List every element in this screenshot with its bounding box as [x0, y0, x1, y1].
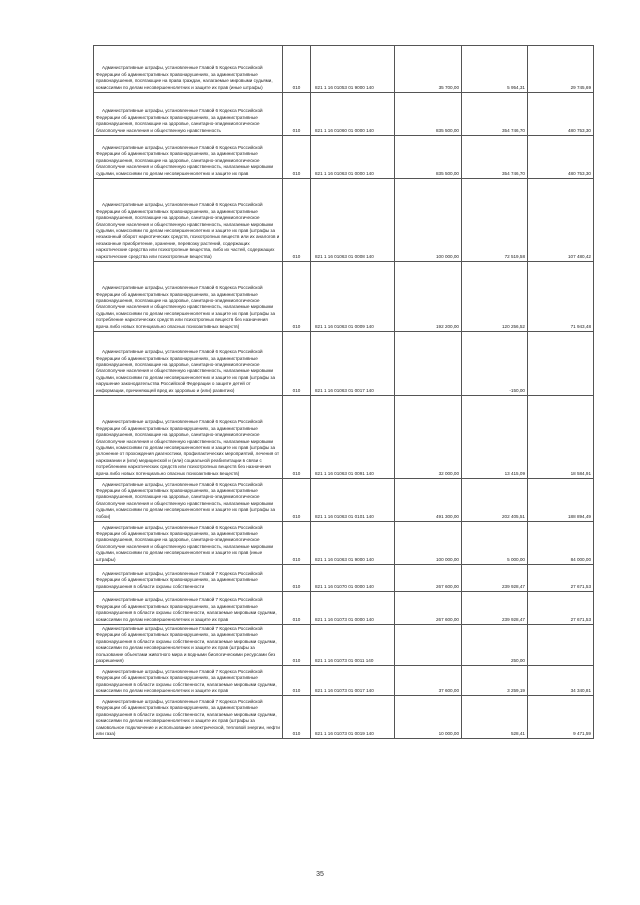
row-description: Административные штрафы, установленные Главой 7 Кодекса Российской Федерации об административных правонарушениях, за административные правонарушения в области охраны собственности, налагаемые мировыми судьями, комиссиями по делам несовершеннолетних и защите их прав — [94, 666, 283, 696]
row-executed-amount: 13 415,09 — [462, 396, 528, 479]
row-kbk: 821 1 16 01073 01 0019 140 — [311, 696, 395, 739]
row-description: Административные штрафы, установленные Главой 7 Кодекса Российской Федерации об административных правонарушениях, за административные правонарушения в области охраны собственности, налагаемые мировыми судьями, комиссиями по делам несовершеннолетних и защите их прав — [94, 592, 283, 625]
row-approved-amount: 491 300,00 — [395, 479, 462, 522]
row-remaining-amount: 27 671,53 — [528, 565, 594, 592]
row-executed-amount: 5 954,31 — [462, 46, 528, 93]
table-row — [94, 332, 594, 396]
row-code: 010 — [283, 136, 311, 179]
row-executed-amount: 354 746,70 — [462, 136, 528, 179]
row-remaining-amount: 188 894,49 — [528, 479, 594, 522]
row-code: 010 — [283, 625, 311, 666]
table-row — [94, 136, 594, 179]
row-kbk: 821 1 16 01073 01 0000 140 — [311, 592, 395, 625]
row-description: Административные штрафы, установленные Главой 6 Кодекса Российской Федерации об административных правонарушениях, за административные правонарушения, посягающие на здоровье, санитарно-эпидемиологическое благополучие населения и общественную нравственность, налагаемые мировыми судьями, комиссиями по делам несовершеннолетних и защите их прав (штрафы за незаконный оборот наркотических средств, психотропных веществ или их аналогов и незаконные приобретение, хранение, перевозку растений, содержащих наркотические средства или психотропные вещества, либо их частей, содержащих наркотические средства или психотропные вещества) — [94, 179, 283, 262]
row-description: Административные штрафы, установленные Главой 7 Кодекса Российской Федерации об административных правонарушениях, за административные правонарушения в области охраны собственности, налагаемые мировыми судьями, комиссиями по делам несовершеннолетних и защите их прав (штрафы за самовольное подключение и использование электрической, тепловой энергии, нефти или газа) — [94, 696, 283, 739]
row-approved-amount: 267 600,00 — [395, 592, 462, 625]
table-row — [94, 262, 594, 332]
table-row — [94, 666, 594, 696]
row-kbk: 821 1 16 01063 01 0009 140 — [311, 262, 395, 332]
row-description: Административные штрафы, установленные Главой 6 Кодекса Российской Федерации об административных правонарушениях, за административные правонарушения, посягающие на здоровье, санитарно-эпидемиологическое благополучие населения и общественную нравственность, налагаемые мировыми судьями, комиссиями по делам несовершеннолетних и защите их прав (штрафы за уклонение от прохождения диагностики, профилактических мероприятий, лечения от наркомании и (или) медицинской и (или) социальной реабилитации в связи с потреблением наркотических средств или психотропных веществ без назначения врача либо новых потенциально опасных психоактивных веществ) — [94, 396, 283, 479]
row-kbk: 821 1 16 01063 01 0101 140 — [311, 479, 395, 522]
row-kbk: 821 1 16 01063 01 0008 140 — [311, 179, 395, 262]
row-remaining-amount: 29 745,69 — [528, 46, 594, 93]
row-code: 010 — [283, 93, 311, 136]
row-executed-amount: 528,41 — [462, 696, 528, 739]
row-code: 010 — [283, 262, 311, 332]
row-kbk: 821 1 16 01070 01 0000 140 — [311, 565, 395, 592]
table-row — [94, 696, 594, 739]
row-kbk: 821 1 16 01063 01 0017 140 — [311, 332, 395, 396]
row-code: 010 — [283, 179, 311, 262]
budget-execution-table — [93, 45, 594, 739]
row-remaining-amount: 27 671,53 — [528, 592, 594, 625]
row-executed-amount: 202 405,51 — [462, 479, 528, 522]
row-kbk: 821 1 16 01063 01 0000 140 — [311, 136, 395, 179]
row-executed-amount: 3 259,19 — [462, 666, 528, 696]
row-description: Административные штрафы, установленные Главой 5 Кодекса Российской Федерации об административных правонарушениях, за административные правонарушения, посягающие на права граждан, налагаемые мировыми судьями, комиссиями по делам несовершеннолетних и защите их прав (иные штрафы) — [94, 46, 283, 93]
row-approved-amount: 35 700,00 — [395, 46, 462, 93]
row-code: 010 — [283, 696, 311, 739]
table-row — [94, 179, 594, 262]
row-executed-amount: 120 256,52 — [462, 262, 528, 332]
row-executed-amount: 239 928,47 — [462, 565, 528, 592]
row-executed-amount: 5 000,00 — [462, 522, 528, 565]
table-row — [94, 479, 594, 522]
row-kbk: 821 1 16 01073 01 0017 140 — [311, 666, 395, 696]
row-approved-amount: 37 600,00 — [395, 666, 462, 696]
row-kbk: 821 1 16 01063 01 9000 140 — [311, 522, 395, 565]
budget-execution-table-sheet — [93, 45, 593, 739]
row-remaining-amount: 71 943,48 — [528, 262, 594, 332]
row-code: 010 — [283, 46, 311, 93]
row-approved-amount: 100 000,00 — [395, 179, 462, 262]
row-approved-amount: 192 200,00 — [395, 262, 462, 332]
row-approved-amount: 835 500,00 — [395, 136, 462, 179]
table-row — [94, 565, 594, 592]
row-description: Административные штрафы, установленные Главой 6 Кодекса Российской Федерации об административных правонарушениях, за административные правонарушения, посягающие на здоровье, санитарно-эпидемиологическое благополучие населения и общественную нравственность, налагаемые мировыми судьями, комиссиями по делам несовершеннолетних и защите их прав — [94, 136, 283, 179]
row-description: Административные штрафы, установленные Главой 7 Кодекса Российской Федерации об административных правонарушениях, за административные правонарушения в области охраны собственности — [94, 565, 283, 592]
row-executed-amount: 239 928,47 — [462, 592, 528, 625]
row-kbk: 821 1 16 01053 01 9000 140 — [311, 46, 395, 93]
row-executed-amount: 354 746,70 — [462, 93, 528, 136]
row-remaining-amount: 84 000,00 — [528, 522, 594, 565]
row-kbk: 821 1 16 01060 01 0000 140 — [311, 93, 395, 136]
row-description: Административные штрафы, установленные Главой 6 Кодекса Российской Федерации об административных правонарушениях, за административные правонарушения, посягающие на здоровье, санитарно-эпидемиологическое благополучие населения и общественную нравственность — [94, 93, 283, 136]
row-remaining-amount: 9 471,59 — [528, 696, 594, 739]
row-approved-amount: 10 000,00 — [395, 696, 462, 739]
row-remaining-amount — [528, 332, 594, 396]
table-body — [94, 46, 594, 739]
table-row — [94, 396, 594, 479]
row-description: Административные штрафы, установленные Главой 6 Кодекса Российской Федерации об административных правонарушениях, за административные правонарушения, посягающие на здоровье, санитарно-эпидемиологическое благополучие населения и общественную нравственность, налагаемые мировыми судьями, комиссиями по делам несовершеннолетних и защите их прав (штрафы за нарушение законодательства Российской Федерации о защите детей от информации, причиняющей вред их здоровью и (или) развитию) — [94, 332, 283, 396]
table-row — [94, 93, 594, 136]
row-remaining-amount: 480 753,30 — [528, 93, 594, 136]
row-executed-amount: 250,00 — [462, 625, 528, 666]
row-code: 010 — [283, 479, 311, 522]
row-code: 010 — [283, 565, 311, 592]
row-remaining-amount: 18 584,91 — [528, 396, 594, 479]
row-approved-amount: 267 600,00 — [395, 565, 462, 592]
row-description: Административные штрафы, установленные Главой 6 Кодекса Российской Федерации об административных правонарушениях, за административные правонарушения, посягающие на здоровье, санитарно-эпидемиологическое благополучие населения и общественную нравственность, налагаемые мировыми судьями, комиссиями по делам несовершеннолетних и защите их прав (штрафы за побои) — [94, 479, 283, 522]
row-remaining-amount: 107 480,42 — [528, 179, 594, 262]
row-code: 010 — [283, 666, 311, 696]
row-remaining-amount — [528, 625, 594, 666]
row-description: Административные штрафы, установленные Главой 7 Кодекса Российской Федерации об административных правонарушениях, за административные правонарушения в области охраны собственности, налагаемые мировыми судьями, комиссиями по делам несовершеннолетних и защите их прав (штрафы за пользование объектами животного мира и водными биологическими ресурсами без разрешения) — [94, 625, 283, 666]
row-approved-amount — [395, 625, 462, 666]
row-description: Административные штрафы, установленные Главой 6 Кодекса Российской Федерации об административных правонарушениях, за административные правонарушения, посягающие на здоровье, санитарно-эпидемиологическое благополучие населения и общественную нравственность, налагаемые мировыми судьями, комиссиями по делам несовершеннолетних и защите их прав (иные штрафы) — [94, 522, 283, 565]
row-executed-amount: -150,00 — [462, 332, 528, 396]
row-approved-amount: 835 500,00 — [395, 93, 462, 136]
row-remaining-amount: 34 340,81 — [528, 666, 594, 696]
row-approved-amount: 100 000,00 — [395, 522, 462, 565]
row-code: 010 — [283, 332, 311, 396]
row-approved-amount — [395, 332, 462, 396]
row-kbk: 821 1 16 01063 01 0091 140 — [311, 396, 395, 479]
table-row — [94, 592, 594, 625]
row-code: 010 — [283, 396, 311, 479]
page-number: 35 — [316, 871, 324, 878]
row-approved-amount: 32 000,00 — [395, 396, 462, 479]
table-row — [94, 625, 594, 666]
row-kbk: 821 1 16 01073 01 0011 140 — [311, 625, 395, 666]
row-executed-amount: 72 519,58 — [462, 179, 528, 262]
row-remaining-amount: 480 753,30 — [528, 136, 594, 179]
row-code: 010 — [283, 592, 311, 625]
table-row — [94, 46, 594, 93]
table-row — [94, 522, 594, 565]
row-description: Административные штрафы, установленные Главой 6 Кодекса Российской Федерации об административных правонарушениях, за административные правонарушения, посягающие на здоровье, санитарно-эпидемиологическое благополучие населения и общественную нравственность, налагаемые мировыми судьями, комиссиями по делам несовершеннолетних и защите их прав (штрафы за потребление наркотических средств или психотропных веществ без назначения врача либо новых потенциально опасных психоактивных веществ) — [94, 262, 283, 332]
row-code: 010 — [283, 522, 311, 565]
